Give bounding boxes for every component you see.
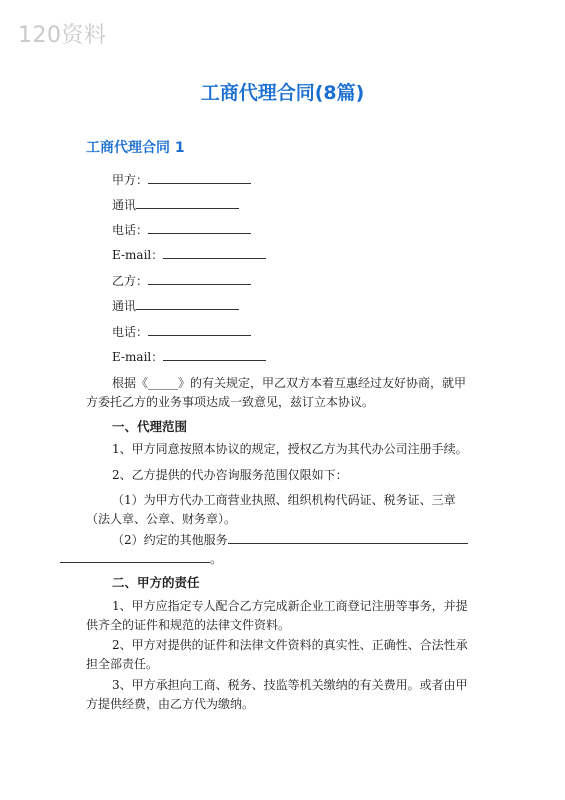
clause-paragraph: （1）为甲方代办工商营业执照、组织机构代码证、税务证、三章（法人章、公章、财务章）。 <box>86 493 456 526</box>
field-label: 通讯 <box>112 198 137 212</box>
other-services-label: （2）约定的其他服务 <box>112 533 228 547</box>
section-heading-party-a-duties: 二、甲方的责任 <box>112 575 200 590</box>
clause-paragraph: 2、乙方提供的代办咨询服务范围仅限如下： <box>112 468 348 482</box>
law-name-blank: _____ <box>148 376 179 390</box>
clause-paragraph: 2、甲方对提供的证件和法律文件资料的真实性、正确性、合法性承担全部责任。 <box>86 638 468 671</box>
fill-line <box>136 196 239 209</box>
fill-line <box>148 323 251 336</box>
watermark-logo: 120资料 <box>18 23 107 48</box>
fill-line <box>148 221 251 234</box>
clause-paragraph: 1、甲方应指定专人配合乙方完成新企业工商登记注册等事务，并提供齐全的证件和规范的法律文件资料。 <box>86 599 468 632</box>
field-label: 甲方： <box>112 173 149 187</box>
field-label: 电话： <box>112 325 149 339</box>
fill-line <box>148 272 251 285</box>
party-b-phone-field <box>112 323 251 339</box>
field-label: E-mail： <box>112 248 164 262</box>
intro-after: 》的有关规定，甲乙双方本着互惠经过友好协商，就甲方委托乙方的业务事项达成一致意见，兹订立本协议。 <box>86 376 467 409</box>
fill-line <box>60 550 210 563</box>
fill-line <box>163 348 266 361</box>
party-b-field <box>112 272 251 288</box>
section-title: 工商代理合同 1 <box>86 140 185 156</box>
intro-paragraph <box>86 374 478 412</box>
fill-line <box>148 171 251 184</box>
fill-line <box>163 246 266 259</box>
clause-paragraph-other-services <box>86 531 478 569</box>
party-b-email-field <box>112 348 266 364</box>
field-label: 乙方： <box>112 274 149 288</box>
fill-line <box>228 531 468 544</box>
field-label: 电话： <box>112 223 149 237</box>
clause-paragraph: 3、甲方承担向工商、税务、技监等机关缴纳的有关费用。或者由甲方提供经费，由乙方代为缴纳。 <box>86 678 468 711</box>
party-a-field <box>112 171 251 187</box>
end-mark: 。 <box>210 552 223 566</box>
party-a-phone-field <box>112 221 251 237</box>
field-label: 通讯 <box>112 299 137 313</box>
section-heading-scope: 一、代理范围 <box>112 419 188 434</box>
party-a-address-field <box>112 196 239 212</box>
field-label: E-mail： <box>112 350 164 364</box>
party-b-address-field <box>112 297 239 313</box>
document-title: 工商代理合同(8篇) <box>200 82 365 104</box>
intro-before: 根据《 <box>112 376 149 390</box>
party-a-email-field <box>112 246 266 262</box>
clause-paragraph: 1、甲方同意按照本协议的规定，授权乙方为其代办公司注册手续。 <box>112 442 468 456</box>
fill-line <box>136 297 239 310</box>
